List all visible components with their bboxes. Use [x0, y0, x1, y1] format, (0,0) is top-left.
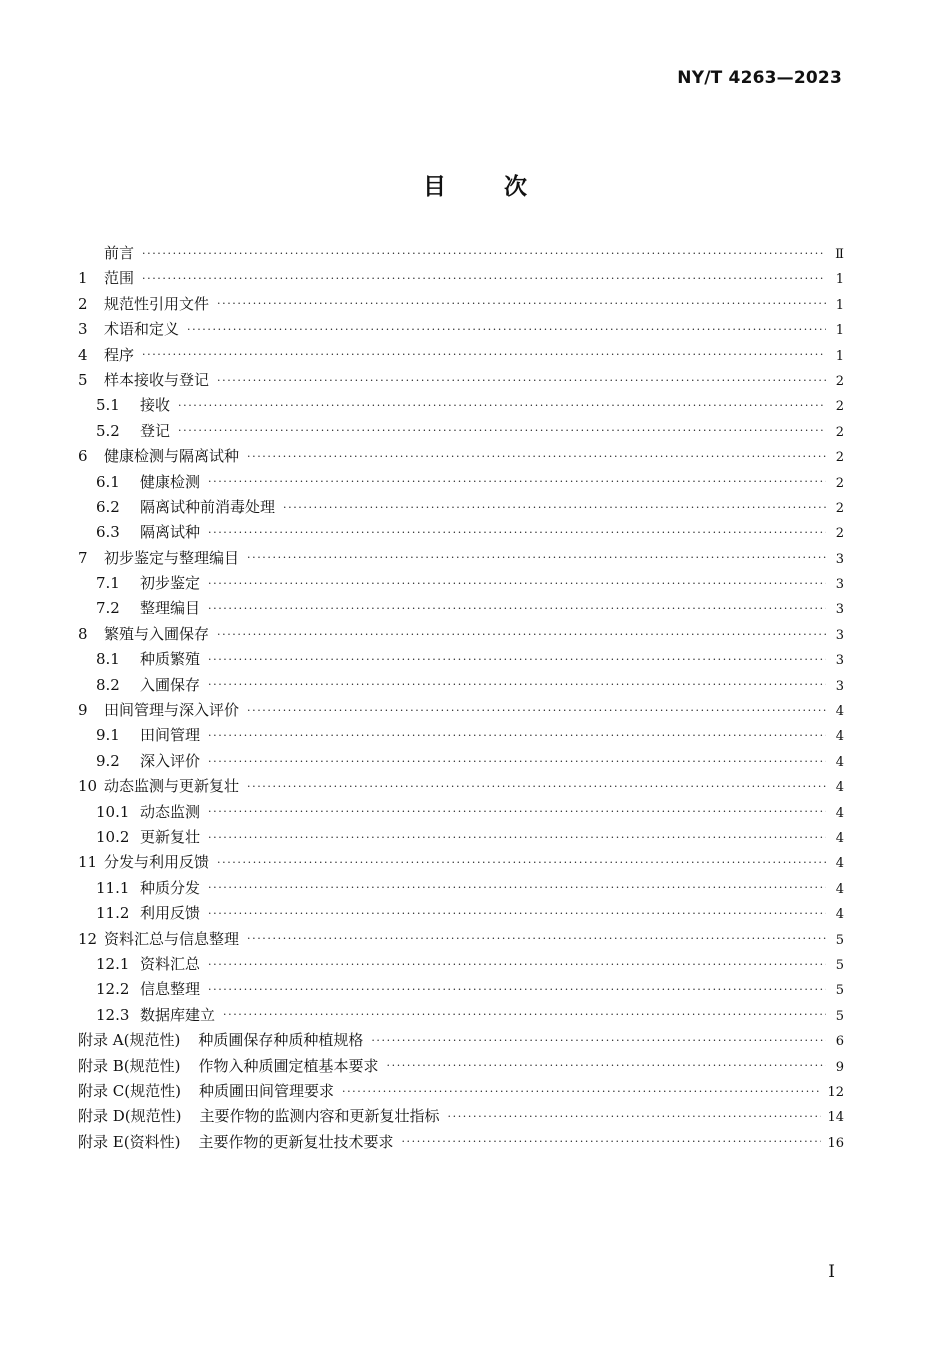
toc-entry-page: 5 — [835, 932, 844, 948]
toc-leader-dots — [217, 857, 826, 869]
toc-entry[interactable] — [78, 292, 844, 317]
toc-leader-dots — [142, 273, 826, 285]
toc-leader-dots — [283, 502, 826, 514]
toc-leader-dots — [208, 756, 826, 768]
toc-leader-dots — [208, 730, 826, 742]
toc-entry-number: 6 — [78, 447, 88, 466]
toc-leader-dots — [142, 248, 826, 260]
toc-entry[interactable] — [78, 952, 844, 977]
toc-entry[interactable] — [78, 470, 844, 495]
toc-entry-number: 12.1 — [96, 954, 130, 973]
toc-entry[interactable] — [78, 698, 844, 723]
toc-entry-number: 3 — [78, 320, 88, 339]
toc-entry-title: 信息整理 — [140, 980, 201, 999]
toc-entry-title: 初步鉴定 — [140, 574, 201, 593]
toc-title-right: 次 — [504, 174, 527, 200]
toc-entry-page: 12 — [827, 1084, 844, 1100]
toc-entry-title: 田间管理 — [140, 726, 201, 745]
toc-entry[interactable] — [78, 571, 844, 596]
toc-leader-dots — [208, 832, 826, 844]
toc-entry-number: 9.2 — [96, 751, 120, 770]
toc-entry-title: 前言 — [104, 244, 135, 262]
toc-entry-number: 11 — [78, 853, 98, 872]
toc-entry-page: 2 — [835, 399, 844, 415]
toc-leader-dots — [178, 425, 826, 437]
toc-entry-number: 9 — [78, 701, 88, 720]
toc-entry[interactable] — [78, 850, 844, 875]
toc-leader-dots — [142, 349, 826, 361]
toc-entry-number: 附录 C(规范性) — [78, 1081, 181, 1100]
toc-entry-number: 4 — [78, 345, 88, 364]
toc-leader-dots — [401, 1136, 821, 1148]
toc-appendix-entry[interactable] — [78, 1028, 844, 1053]
toc-entry-page: 4 — [835, 704, 844, 720]
toc-leader-dots — [208, 806, 826, 818]
toc-entry-number: 8.2 — [96, 675, 120, 694]
toc-entry-title: 种质分发 — [140, 878, 201, 897]
toc-leader-dots — [342, 1086, 821, 1098]
toc-entry-number: 6.2 — [96, 497, 120, 516]
toc-entry-number: 2 — [78, 294, 88, 313]
toc-entry-page: 2 — [835, 475, 844, 491]
toc-entry-page: 4 — [835, 856, 844, 872]
toc-entry[interactable] — [78, 444, 844, 469]
toc-entry-page: 3 — [835, 627, 844, 643]
toc-entry[interactable] — [78, 774, 844, 799]
toc-entry-page: 3 — [835, 551, 844, 567]
toc-leader-dots — [208, 882, 826, 894]
toc-entry-number: 6.3 — [96, 523, 120, 542]
toc-entry-title: 健康检测 — [140, 472, 201, 491]
toc-entry-number: 12.2 — [96, 980, 130, 999]
toc-leader-dots — [247, 705, 826, 717]
toc-entry[interactable] — [78, 393, 844, 418]
toc-leader-dots — [217, 629, 826, 641]
toc-title-left: 目 — [423, 174, 446, 200]
toc-entry-page: 2 — [835, 424, 844, 440]
toc-entry-number: 10 — [78, 777, 98, 796]
toc-entry-title: 资料汇总与信息整理 — [104, 929, 240, 948]
toc-title — [0, 168, 950, 201]
toc-leader-dots — [208, 578, 826, 590]
toc-entry-title: 主要作物的更新复壮技术要求 — [198, 1132, 394, 1151]
toc-leader-dots — [217, 298, 826, 310]
toc-entry-number: 11.2 — [96, 904, 130, 923]
toc-entry-title: 接收 — [140, 396, 171, 415]
toc-leader-dots — [247, 552, 826, 564]
toc-entry-page: Ⅱ — [835, 247, 844, 262]
toc-leader-dots — [247, 781, 826, 793]
toc-entry-page: 1 — [835, 297, 844, 313]
toc-entry-page: 3 — [835, 678, 844, 694]
toc-entry-title: 种质繁殖 — [140, 650, 201, 669]
toc-entry[interactable] — [78, 596, 844, 621]
toc-entry-page: 16 — [827, 1135, 844, 1151]
toc-entry-number: 附录 E(资料性) — [78, 1132, 181, 1151]
toc-entry-number: 附录 D(规范性) — [78, 1107, 182, 1126]
toc-leader-dots — [208, 476, 826, 488]
toc-entry-page: 5 — [835, 983, 844, 999]
toc-entry-number: 7.1 — [96, 574, 120, 593]
toc-leader-dots — [187, 324, 826, 336]
toc-appendix-entry[interactable] — [78, 1079, 844, 1104]
toc-entry[interactable] — [78, 723, 844, 748]
toc-entry-title: 主要作物的监测内容和更新复壮指标 — [199, 1107, 440, 1126]
toc-entry-title: 术语和定义 — [104, 320, 180, 339]
toc-leader-dots — [217, 375, 826, 387]
toc-entry-page: 5 — [835, 1008, 844, 1024]
toc-entry-page: 2 — [835, 526, 844, 542]
toc-entry[interactable] — [78, 673, 844, 698]
toc-entry-title: 隔离试种 — [140, 523, 201, 542]
toc-entry-title: 隔离试种前消毒处理 — [140, 497, 276, 516]
toc-entry-page: 14 — [827, 1110, 844, 1126]
toc-entry-number: 5 — [78, 370, 88, 389]
toc-entry-page: 3 — [835, 602, 844, 618]
toc-entry-title: 深入评价 — [140, 751, 201, 770]
toc-leader-dots — [247, 451, 826, 463]
toc-entry[interactable] — [78, 241, 844, 266]
toc-entry-page: 1 — [835, 272, 844, 288]
toc-entry-page: 4 — [835, 881, 844, 897]
toc-entry-page: 3 — [835, 653, 844, 669]
toc-entry[interactable] — [78, 1003, 844, 1028]
toc-entry[interactable] — [78, 368, 844, 393]
toc-leader-dots — [208, 908, 826, 920]
toc-appendix-entry[interactable] — [78, 1130, 844, 1155]
toc-entry-title: 动态监测与更新复壮 — [104, 777, 240, 796]
toc-entry[interactable] — [78, 647, 844, 672]
toc-entry-number: 7.2 — [96, 599, 120, 618]
toc-entry-title: 更新复壮 — [140, 827, 201, 846]
toc-entry-title: 种质圃田间管理要求 — [198, 1081, 334, 1100]
toc-entry-number: 附录 A(规范性) — [78, 1031, 181, 1050]
toc-leader-dots — [208, 603, 826, 615]
toc-leader-dots — [223, 1009, 826, 1021]
toc-entry-page: 4 — [835, 830, 844, 846]
toc-entry-title: 范围 — [104, 269, 135, 288]
toc-entry-title: 样本接收与登记 — [104, 370, 210, 389]
toc-entry-page: 4 — [835, 907, 844, 923]
toc-leader-dots — [448, 1111, 822, 1123]
toc-entry-page: 4 — [835, 729, 844, 745]
toc-entry[interactable] — [78, 901, 844, 926]
toc-entry[interactable] — [78, 317, 844, 342]
toc-entry-page: 2 — [835, 373, 844, 389]
toc-entry[interactable] — [78, 749, 844, 774]
toc-entry-title: 健康检测与隔离试种 — [104, 447, 240, 466]
toc-entry-page: 9 — [835, 1059, 844, 1075]
toc-entry[interactable] — [78, 343, 844, 368]
toc-leader-dots — [247, 933, 826, 945]
toc-entry-title: 初步鉴定与整理编目 — [104, 548, 240, 567]
toc-entry[interactable] — [78, 927, 844, 952]
toc-entry-page: 2 — [835, 450, 844, 466]
toc-entry-number: 12 — [78, 929, 98, 948]
toc-entry-title: 分发与利用反馈 — [104, 853, 210, 872]
toc-entry[interactable] — [78, 495, 844, 520]
toc-appendix-entry[interactable] — [78, 1104, 844, 1129]
toc-entry-number: 8.1 — [96, 650, 120, 669]
toc-entry-title: 繁殖与入圃保存 — [104, 624, 210, 643]
toc-entry-title: 入圃保存 — [140, 675, 201, 694]
page-number: I — [828, 1262, 835, 1282]
toc-entry-number: 10.2 — [96, 827, 130, 846]
toc-entry-number: 附录 B(规范性) — [78, 1056, 181, 1075]
toc-entry-title: 程序 — [104, 345, 135, 364]
toc-entry-number: 5.2 — [96, 421, 120, 440]
toc-entry[interactable] — [78, 520, 844, 545]
toc-entry-number: 8 — [78, 624, 88, 643]
toc-leader-dots — [178, 400, 826, 412]
toc-entry-page: 6 — [835, 1034, 844, 1050]
toc-entry-number: 1 — [78, 269, 88, 288]
toc-leader-dots — [208, 959, 826, 971]
toc-entry-page: 2 — [835, 500, 844, 516]
toc-entry-page: 4 — [835, 754, 844, 770]
toc-entry[interactable] — [78, 800, 844, 825]
toc-entry-number: 11.1 — [96, 878, 130, 897]
toc-entry-page: 3 — [835, 577, 844, 593]
toc-entry-number: 5.1 — [96, 396, 120, 415]
toc-entry[interactable] — [78, 546, 844, 571]
toc-entry-number: 9.1 — [96, 726, 120, 745]
toc-entry-title: 利用反馈 — [140, 904, 201, 923]
toc-entry-title: 作物入种质圃定植基本要求 — [198, 1056, 379, 1075]
toc-entry-page: 1 — [835, 323, 844, 339]
toc-leader-dots — [208, 984, 826, 996]
toc-entry[interactable] — [78, 622, 844, 647]
toc-entry-page: 5 — [835, 957, 844, 973]
toc-list — [78, 241, 844, 1155]
toc-entry-title: 种质圃保存种质种植规格 — [198, 1031, 364, 1050]
toc-leader-dots — [208, 527, 826, 539]
toc-entry-page: 1 — [835, 348, 844, 364]
toc-entry-title: 规范性引用文件 — [104, 294, 210, 313]
standard-number: NY/T 4263—2023 — [677, 68, 842, 88]
toc-entry-title: 整理编目 — [140, 599, 201, 618]
toc-entry[interactable] — [78, 266, 844, 291]
toc-entry[interactable] — [78, 876, 844, 901]
toc-entry-number: 12.3 — [96, 1005, 130, 1024]
toc-leader-dots — [371, 1035, 826, 1047]
toc-entry-title: 动态监测 — [140, 802, 201, 821]
toc-entry-number: 10.1 — [96, 802, 130, 821]
toc-entry[interactable] — [78, 825, 844, 850]
toc-leader-dots — [387, 1060, 826, 1072]
toc-entry[interactable] — [78, 977, 844, 1002]
toc-entry-title: 登记 — [140, 421, 171, 440]
toc-leader-dots — [208, 679, 826, 691]
toc-entry-page: 4 — [835, 805, 844, 821]
toc-entry-title: 数据库建立 — [140, 1005, 216, 1024]
toc-entry-page: 4 — [835, 780, 844, 796]
toc-entry-title: 资料汇总 — [140, 954, 201, 973]
toc-leader-dots — [208, 654, 826, 666]
toc-entry-number: 7 — [78, 548, 88, 567]
toc-entry-number: 6.1 — [96, 472, 120, 491]
toc-entry[interactable] — [78, 419, 844, 444]
toc-appendix-entry[interactable] — [78, 1054, 844, 1079]
toc-entry-title: 田间管理与深入评价 — [104, 701, 240, 720]
